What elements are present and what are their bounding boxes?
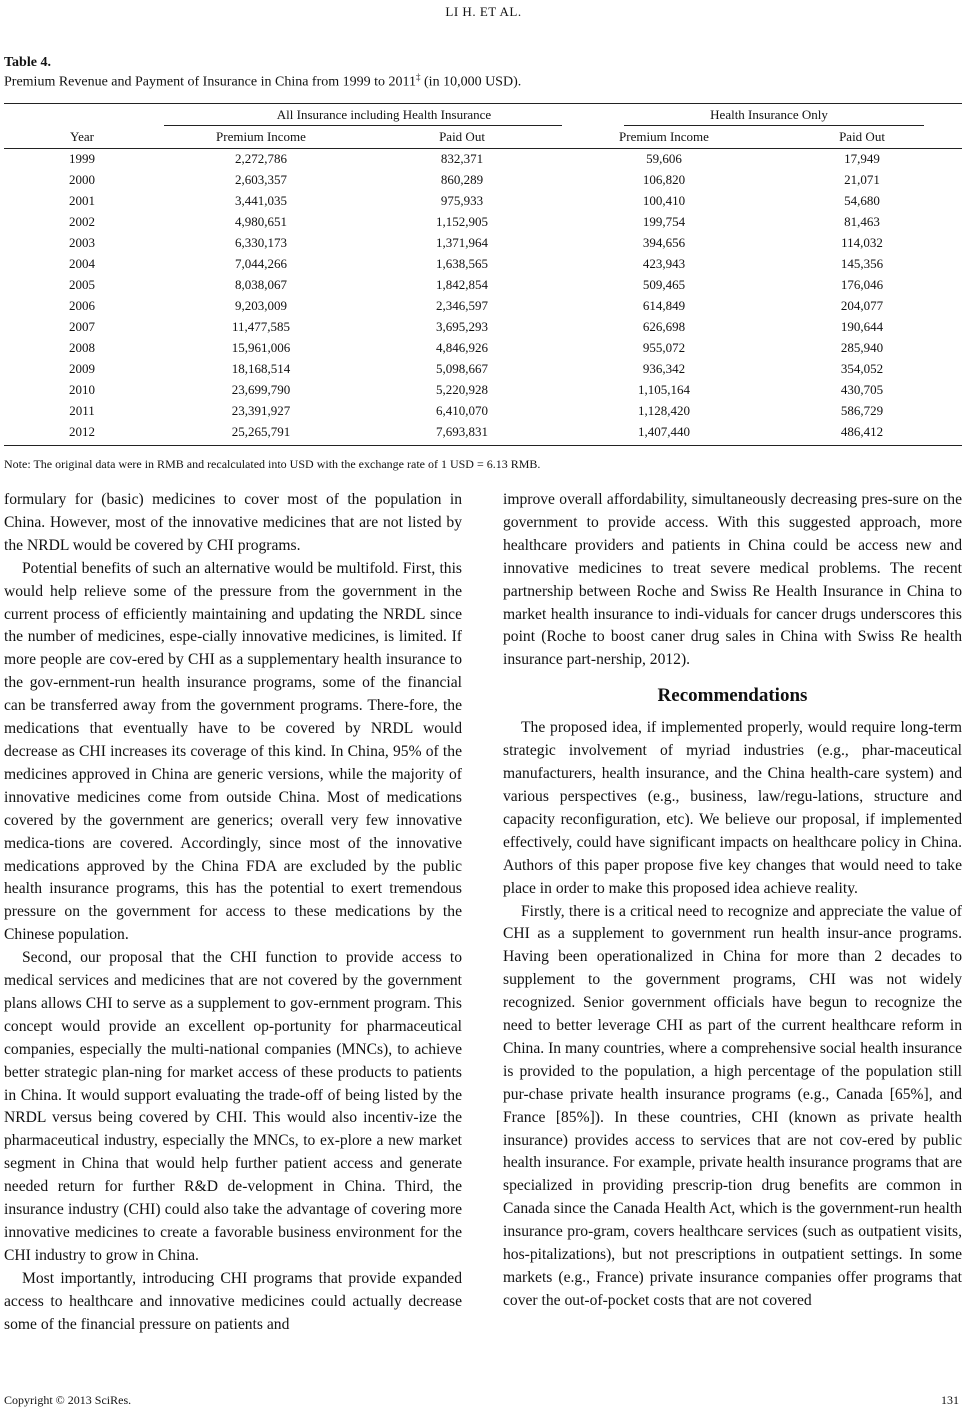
table-header-rule	[4, 148, 962, 149]
cell-premium-income-all: 23,391,927	[231, 403, 291, 418]
cell-paid-out-health: 486,412	[840, 424, 884, 439]
cell-paid-out-health: 430,705	[840, 382, 884, 397]
cell-premium-income-health: 614,849	[642, 298, 686, 313]
cell-paid-out-all: 975,933	[440, 193, 484, 208]
table-caption	[4, 72, 521, 91]
table-row	[4, 319, 962, 340]
cell-premium-income-all: 9,203,009	[235, 298, 287, 313]
cell-year: 2012	[69, 424, 95, 439]
cell-premium-income-health: 955,072	[642, 340, 686, 355]
table-row	[4, 277, 962, 298]
cell-year: 2003	[69, 235, 95, 250]
table-title: Table 4.	[4, 55, 51, 70]
paragraph: Potential benefits of such an alternative would be multifold. First, this would help relieve some of the pressure from the government in the current process of efficiently maintaining and updating the NRDL since the number of medicines, espe-cially innovative medicines, is limited. If more people are cov-ered by CHI as a supplementary health insurance to the gov-ernment-run health insurance programs, some of the financial can be transferred away from the government programs. There-fore, the medications that eventually have to be covered by NRDL would decrease as CHI increases its coverage of this kind. In China, 95% of the medicines approved in China are generic versions, while the majority of innovative medicines come from outside China. Most of medications covered by the government are generics; overall very few innovative medica-tions are covered. Accordingly, since most of the innovative medications approved by the China FDA are excluded by the public health insurance programs, this has the potential to exert tremendous pressure on the government for access to these medications by the Chinese population.	[4, 559, 462, 944]
cell-paid-out-all: 5,220,928	[436, 382, 488, 397]
cell-paid-out-health: 17,949	[844, 151, 880, 166]
paragraph: Second, our proposal that the CHI function to provide access to medical services and medicines that are not covered by the government plans allows CHI to serve as a supplement to gov-ernment program. This concept would provide an excellent op-portunity for pharmaceutical companies, especially the multi-national companies (MNCs), to achieve better strategic plan-ning for market access of these products to patients in China. It would support evaluating the trade-off of being listed by the NRDL versus being covered by CHI. This would also incentiv-ize the pharmaceutical industry, especially the MNCs, to ex-plore a new market segment in China that would help further patient access and generate needed return for further R&D de-velopment in China. Third, the insurance industry (CHI) could also take the advantage of covering more innovative medicines to create a favorable business environment for the CHI industry to grow in China.	[4, 949, 462, 1264]
left-column	[4, 489, 462, 1337]
paragraph: Firstly, there is a critical need to recognize and appreciate the value of CHI as a supplement to government run health insur-ance programs. Having been operationalized in China for more than 2 decades to supplement to the government programs, CHI was not widely recognized. Senior government officials have begun to recognize the need to better leverage CHI as part of the current healthcare reform in China. In many countries, where a comprehensive social health insurance is provided to the population, a high percentage of the population still pur-chase private health insurance programs (e.g., Canada [65%], and France [85%]). In these countries, CHI (known as private health insurance) provides access to services that are not cov-ered by public health insurance. For example, private health insurance programs that are specialized in providing prescrip-tion drug benefits are common in Canada since the Canada Health Act, which is the government-run health insurance pro-gram, covers healthcare services (such as outpatient visits, hos-pitalizations), but not prescriptions in outpatient settings. In some markets (e.g., France) private insurance companies offer programs that cover the out-of-pocket costs that are not covered	[503, 902, 962, 1309]
table-row	[4, 214, 962, 235]
cell-paid-out-all: 1,842,854	[436, 277, 488, 292]
cell-paid-out-health: 145,356	[840, 256, 884, 271]
table-row	[4, 172, 962, 193]
table-top-rule	[4, 103, 962, 104]
cell-premium-income-all: 3,441,035	[235, 193, 287, 208]
column-header-year: Year	[70, 129, 94, 144]
cell-premium-income-health: 1,128,420	[638, 403, 690, 418]
cell-paid-out-all: 860,289	[440, 172, 484, 187]
cell-premium-income-health: 59,606	[646, 151, 682, 166]
table-row	[4, 298, 962, 319]
table-row	[4, 340, 962, 361]
cell-premium-income-all: 25,265,791	[231, 424, 291, 439]
cell-paid-out-health: 176,046	[840, 277, 884, 292]
table-row	[4, 256, 962, 277]
cell-premium-income-health: 423,943	[642, 256, 686, 271]
column-header-premium-income-health: Premium Income	[619, 129, 709, 144]
cell-paid-out-health: 21,071	[844, 172, 880, 187]
cell-premium-income-all: 8,038,067	[235, 277, 287, 292]
group-underline-all	[164, 125, 562, 126]
cell-paid-out-all: 1,371,964	[436, 235, 488, 250]
table-row	[4, 235, 962, 256]
cell-year: 2001	[69, 193, 95, 208]
cell-paid-out-health: 586,729	[840, 403, 884, 418]
cell-paid-out-all: 3,695,293	[436, 319, 488, 334]
table-row	[4, 151, 962, 172]
cell-premium-income-all: 2,272,786	[235, 151, 287, 166]
cell-paid-out-all: 1,152,905	[436, 214, 488, 229]
cell-premium-income-health: 199,754	[642, 214, 686, 229]
cell-year: 2009	[69, 361, 95, 376]
table-row	[4, 424, 962, 445]
table-row	[4, 403, 962, 424]
cell-year: 2011	[69, 403, 95, 418]
cell-premium-income-all: 23,699,790	[231, 382, 291, 397]
cell-premium-income-all: 7,044,266	[235, 256, 287, 271]
cell-premium-income-all: 15,961,006	[231, 340, 291, 355]
table-row	[4, 382, 962, 403]
column-header-paid-out-health: Paid Out	[839, 129, 885, 144]
cell-paid-out-health: 54,680	[844, 193, 880, 208]
cell-premium-income-health: 394,656	[642, 235, 686, 250]
table-header-row	[4, 129, 962, 150]
table-caption-footnote-mark: ‡	[416, 72, 421, 82]
cell-paid-out-health: 81,463	[844, 214, 880, 229]
paragraph: improve overall affordability, simultaneously decreasing pres-sure on the government to provide access. With this suggested approach, more healthcare providers and patients in China could be access new and innovative medicines to treat severe medical problems. The recent partnership between Roche and Swiss Re Health Insurance in China to market health insurance to indi-viduals for cancer drugs underscores this point (Roche to boost caner drug sales in China with Swiss Re health insurance part-nership, 2012).	[503, 491, 962, 669]
cell-paid-out-all: 5,098,667	[436, 361, 488, 376]
cell-premium-income-health: 100,410	[642, 193, 686, 208]
cell-premium-income-health: 106,820	[642, 172, 686, 187]
cell-premium-income-all: 4,980,651	[235, 214, 287, 229]
cell-paid-out-health: 114,032	[841, 235, 883, 250]
cell-year: 2007	[69, 319, 95, 334]
cell-premium-income-health: 936,342	[642, 361, 686, 376]
cell-year: 2002	[69, 214, 95, 229]
cell-year: 1999	[69, 151, 95, 166]
cell-paid-out-health: 285,940	[840, 340, 884, 355]
cell-paid-out-all: 7,693,831	[436, 424, 488, 439]
cell-premium-income-health: 509,465	[642, 277, 686, 292]
page-number: 131	[941, 1393, 959, 1407]
cell-paid-out-all: 1,638,565	[436, 256, 488, 271]
table-caption-main: Premium Revenue and Payment of Insurance in China from 1999 to 2011	[4, 74, 417, 90]
cell-year: 2006	[69, 298, 95, 313]
cell-year: 2004	[69, 256, 95, 271]
cell-paid-out-all: 4,846,926	[436, 340, 488, 355]
column-header-premium-income-all: Premium Income	[216, 129, 306, 144]
table-row	[4, 361, 962, 382]
cell-paid-out-all: 2,346,597	[436, 298, 488, 313]
cell-paid-out-health: 354,052	[840, 361, 884, 376]
cell-premium-income-health: 1,105,164	[638, 382, 690, 397]
group-header-all-insurance: All Insurance including Health Insurance	[276, 107, 492, 122]
right-column	[503, 489, 962, 1313]
paragraph: The proposed idea, if implemented properly, would require long-term strategic involvement of myriad industries (e.g., phar-maceutical manufacturers, health insurance, and the China health-care system) and various perspectives (e.g., business, law/regu-lations, structure and capacity reconfiguration, etc). We believe our proposal, if implemented effectively, could have significant impacts on healthcare policy in China. Authors of this paper propose five key changes that would need to take place in order to make this proposed idea achieve reality.	[503, 719, 962, 897]
cell-year: 2010	[69, 382, 95, 397]
running-head: LI H. ET AL.	[445, 4, 522, 19]
cell-paid-out-health: 204,077	[840, 298, 884, 313]
section-heading: Recommendations	[657, 685, 808, 707]
cell-premium-income-all: 2,603,357	[235, 172, 287, 187]
cell-premium-income-all: 6,330,173	[235, 235, 287, 250]
cell-paid-out-all: 832,371	[440, 151, 484, 166]
table-row	[4, 193, 962, 214]
cell-premium-income-all: 18,168,514	[231, 361, 291, 376]
cell-year: 2000	[69, 172, 95, 187]
column-header-paid-out-all: Paid Out	[439, 129, 485, 144]
group-underline-health	[624, 125, 924, 126]
table-caption-tail: (in 10,000 USD).	[420, 74, 522, 90]
cell-premium-income-all: 11,477,585	[231, 319, 291, 334]
cell-paid-out-health: 190,644	[840, 319, 884, 334]
cell-premium-income-health: 1,407,440	[638, 424, 690, 439]
table-note: Note: The original data were in RMB and recalculated into USD with the exchange rate of 1 USD = 6.13 RMB.	[4, 457, 541, 471]
table-bottom-rule	[4, 445, 962, 446]
cell-year: 2008	[69, 340, 95, 355]
paragraph: formulary for (basic) medicines to cover most of the population in China. However, most of the innovative medicines that are not listed by the NRDL would be covered by CHI programs.	[4, 491, 462, 554]
cell-year: 2005	[69, 277, 95, 292]
group-header-health-only: Health Insurance Only	[710, 107, 828, 122]
cell-paid-out-all: 6,410,070	[436, 403, 488, 418]
paragraph: Most importantly, introducing CHI programs that provide expanded access to healthcare and innovative medicines could actually decrease some of the financial pressure on patients and	[4, 1269, 462, 1333]
copyright: Copyright © 2013 SciRes.	[4, 1393, 132, 1407]
cell-premium-income-health: 626,698	[642, 319, 686, 334]
